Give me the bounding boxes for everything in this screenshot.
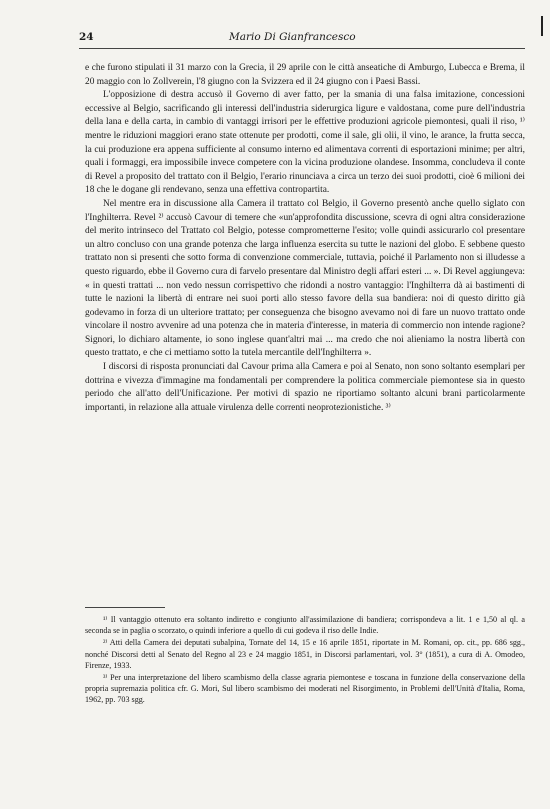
paragraph-continuation: e che furono stipulati il 31 marzo con la Grecia, il 29 aprile con le città anseatiche di Amburgo, Lubecca e Brema, il 20 maggio con lo Zollverein, l'8 giugno con la Svizzera ed il 24 giugno con i Paesi Bassi. xyxy=(85,63,525,87)
running-header xyxy=(79,30,523,44)
paragraph-england-treaty: Nel mentre era in discussione alla Camera il trattato col Belgio, il Governo presentò anche quello siglato con l'Inghilterra. Revel ²⁾ accusò Cavour di temere che «un'approfondita discussione, scevra di ogni altra considerazione del merito intrinseco del Trattato col Belgio, potesse comprometterne l'esito; volle quindi assicurarlo col presentare un altro concluso con una grande potenza che larga influenza esercita su tutte le nazioni del globo. E sebbene questo trattato non si presenti che sotto forma di convenzione commerciale, tuttavia, poiché il Parlamento non si illudesse a questo riguardo, ebbe il Governo cura di farvelo presentare dal Ministro degli affari esteri ... ». Di Revel aggiungeva: « in questi trattati ... non vedo nessun corrispettivo che ridondi a nostro vantaggio: l'Inghilterra dà ai bastimenti di tutte le nazioni la libertà di entrare nei suoi porti allo stesso favore della sua bandiera: noi di questo diritto già godevamo in forza di un ulteriore trattato; per conseguenza che bisogno avevamo noi di fare un nuovo trattato onde vincolare il nostro avvenire ad una potenza che in materia d'interesse, in materia di commercio non intende ragione? Signori, lo dichiaro altamente, io sono inglese quant'altri mai ... ma credo che noi alieniamo la nostra libertà con questo trattato, e che ci mettiamo sotto la tutela mercantile dell'Inghilterra ». xyxy=(85,198,525,359)
footnote-2: ²⁾ Atti della Camera dei deputati subalpina, Tornate del 14, 15 e 16 aprile 1851, riportate in M. Romani, op. cit., pp. 686 sgg., nonché Discorsi detti al Senato del Regno al 23 e 24 maggio 1851, in Discorsi parlamentari, vol. 3° (1851), a cura di A. Omodeo, Firenze, 1933. xyxy=(85,638,525,670)
footnotes xyxy=(85,614,525,707)
page-number: 24 xyxy=(79,31,94,43)
running-author: Mario Di Gianfrancesco xyxy=(229,31,356,43)
footnote-rule xyxy=(85,607,165,608)
main-text xyxy=(85,62,525,415)
paragraph-opposition: L'opposizione di destra accusò il Governo di aver fatto, per la smania di una falsa imitazione, concessioni eccessive al Belgio, sacrificando gli interessi dell'industria siderurgica ligure e valdostana, come pure dell'industria della lana e della carta, in cambio di vantaggi irrisori per le effettive produzioni agricole piemontesi, quali il riso, ¹⁾ mentre le riduzioni maggiori erano state ottenute per prodotti, come il sale, gli olii, il vino, le arance, la frutta secca, la cui produzione era appena sufficiente al consumo interno ed alimentava correnti di esportazioni minime; per altri, quali i formaggi, era impossibile invece competere con la vicina produzione olandese. Insomma, concludeva il conte di Revel a proposito del trattato con il Belgio, l'erario rinunciava a circa un terzo dei suoi prodotti, cioè 6 milioni dei 18 che le dogane gli rendevano, senza una effettiva contropartita. xyxy=(85,90,525,196)
margin-mark xyxy=(541,16,543,36)
paragraph-cavour-speeches: I discorsi di risposta pronunciati dal Cavour prima alla Camera e poi al Senato, non sono soltanto esemplari per dottrina e vivezza d'immagine ma fondamentali per comprendere la politica commerciale piemontese sia in questo periodo che all'atto dell'Unificazione. Per motivi di spazio ne riportiamo soltanto alcuni brani particolarmente importanti, in relazione alla attuale virulenza delle correnti neoprotezionistiche. ³⁾ xyxy=(85,362,525,413)
footnote-3: ³⁾ Per una interpretazione del libero scambismo della classe agraria piemontese e toscana in funzione della conservazione della propria supremazia politica cfr. G. Mori, Sul libero scambismo dei moderati nel Risorgimento, in Problemi dell'Unità d'Italia, Roma, 1962, pp. 703 sgg. xyxy=(85,673,525,705)
footnote-1: ¹⁾ Il vantaggio ottenuto era soltanto indiretto e congiunto all'assimilazione di bandiera; corrispondeva a lit. 1 e 1,50 al ql. a seconda se in paglia o scorzato, o quindi inferiore a quello di cui godeva il riso delle Indie. xyxy=(85,615,525,636)
header-rule xyxy=(79,48,525,49)
